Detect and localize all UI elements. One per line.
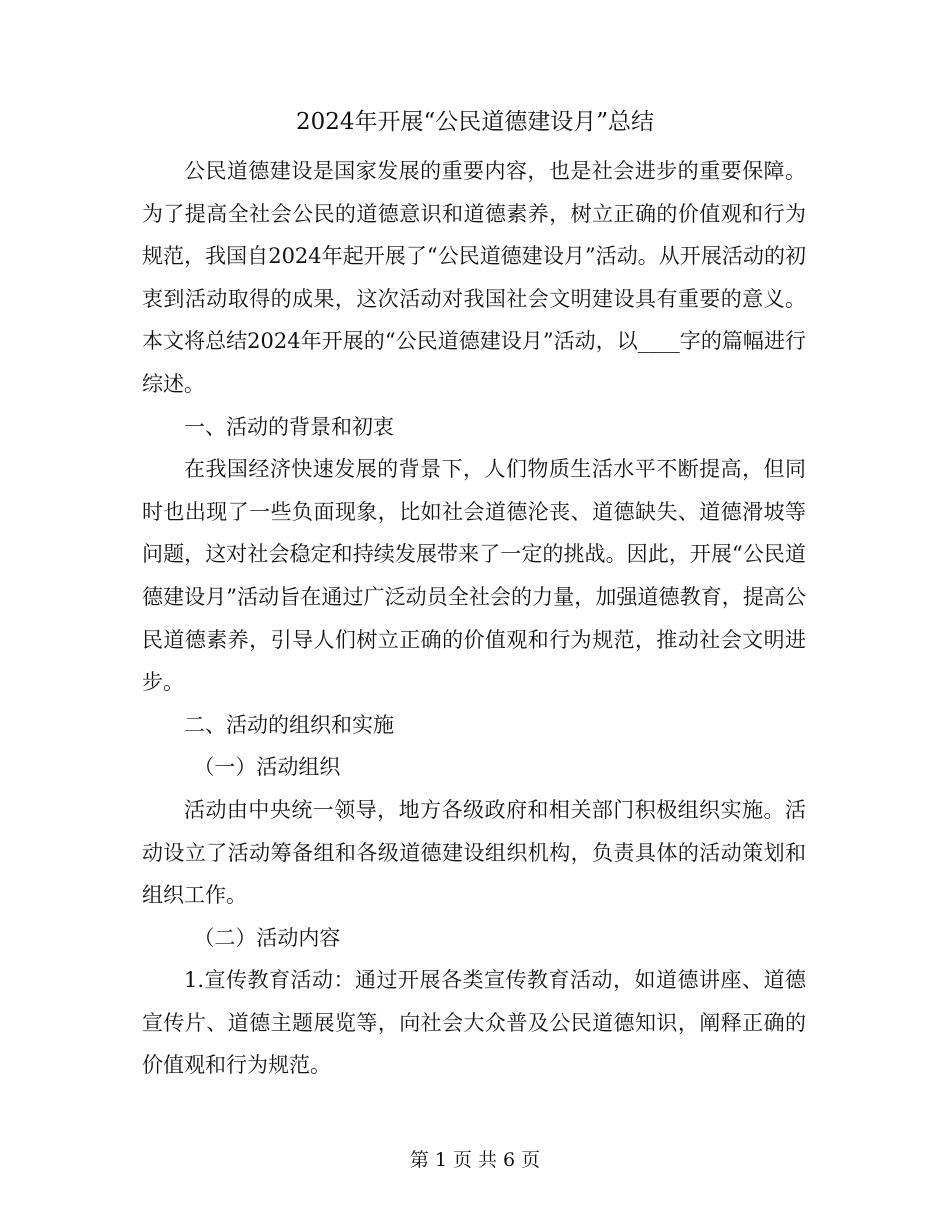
document-body [142, 150, 806, 1087]
content-item-1: 1.宣传教育活动：通过开展各类宣传教育活动，如道德讲座、道德宣传片、道德主题展览等，向社会大众普及公民道德知识，阐释正确的价值观和行为规范。 [142, 968, 806, 1078]
organization-paragraph: 活动由中央统一领导，地方各级政府和相关部门积极组织实施。活动设立了活动筹备组和各级道德建设组织机构，负责具体的活动策划和组织工作。 [142, 797, 806, 908]
page-footer: 第 1 页 共 6 页 [409, 1149, 541, 1171]
intro-paragraph: 公民道德建设是国家发展的重要内容，也是社会进步的重要保障。为了提高全社会公民的道德意识和道德素养，树立正确的价值观和行为规范，我国自2024年起开展了“公民道德建设月”活动。从开展活动的初衷到活动取得的成果，这次活动对我国社会文明建设具有重要的意义。本文将总结2024年开展的“公民道德建设月”活动，以____字的篇幅进行综述。 [142, 159, 806, 396]
section-heading-background: 一、活动的背景和初衷 [184, 414, 394, 439]
section-heading-organization: 二、活动的组织和实施 [184, 712, 394, 737]
subsection-heading-organization: （一）活动组织 [193, 755, 341, 780]
document-title: 2024年开展“公民道德建设月”总结 [295, 109, 655, 135]
subsection-heading-content: （二）活动内容 [193, 925, 341, 950]
background-paragraph: 在我国经济快速发展的背景下，人们物质生活水平不断提高，但同时也出现了一些负面现象，比如社会道德沦丧、道德缺失、道德滑坡等问题，这对社会稳定和持续发展带来了一定的挑战。因此，开展“公民道德建设月”活动旨在通过广泛动员全社会的力量，加强道德教育，提高公民道德素养，引导人们树立正确的价值观和行为规范，推动社会文明进步。 [142, 457, 806, 695]
